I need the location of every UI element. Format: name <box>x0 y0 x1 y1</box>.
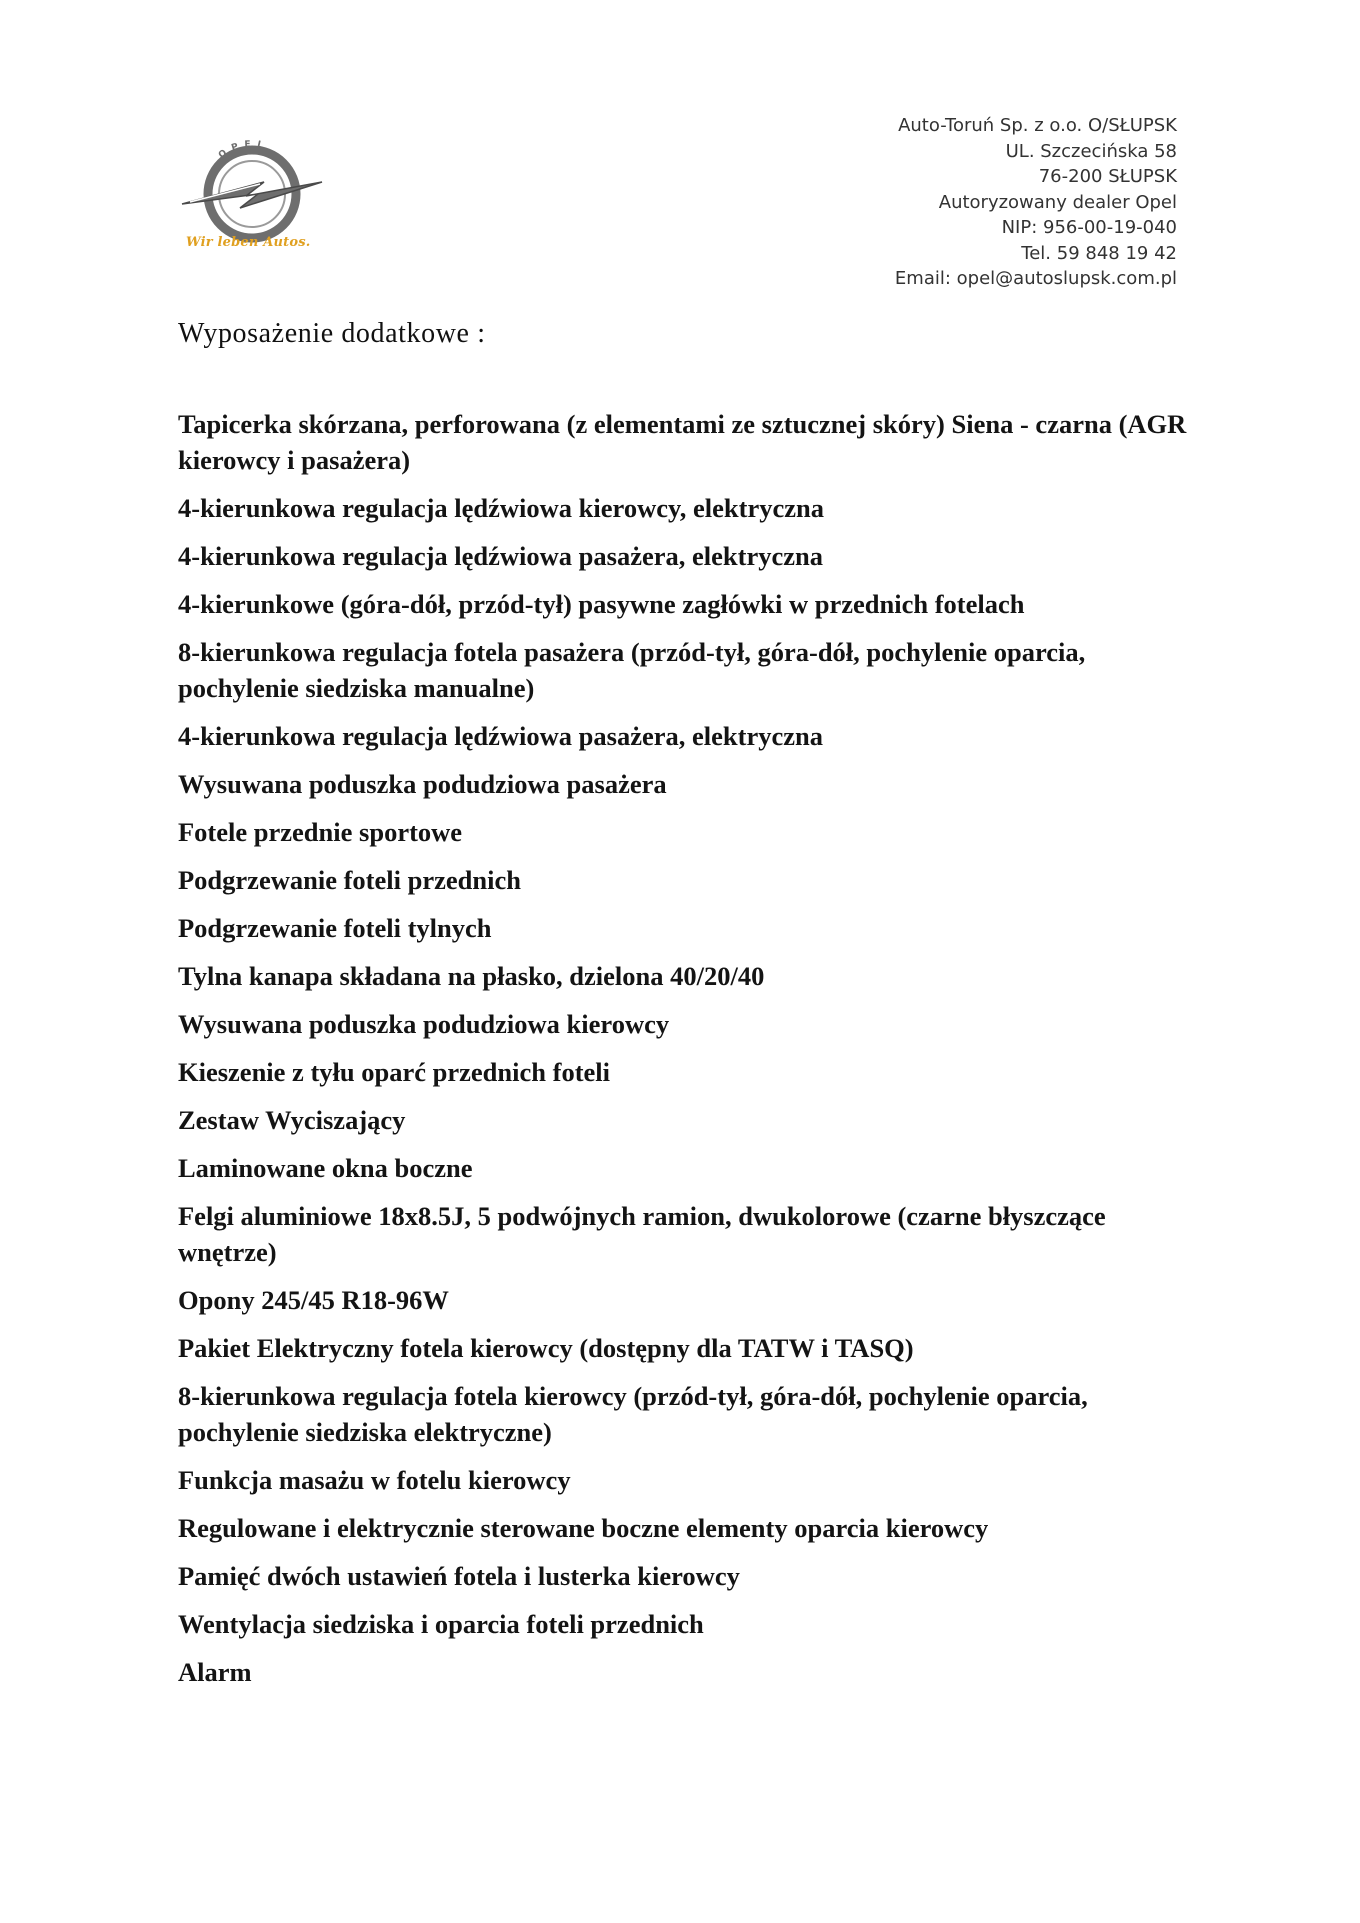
list-item: 4-kierunkowa regulacja lędźwiowa pasażera, elektryczna <box>178 721 823 751</box>
list-item: Wysuwana poduszka podudziowa kierowcy <box>178 1009 670 1039</box>
list-item: Zestaw Wyciszający <box>178 1105 406 1135</box>
company-city: 76-200 SŁUPSK <box>1038 166 1177 187</box>
list-item: Funkcja masażu w fotelu kierowcy <box>178 1465 571 1495</box>
list-item: 8-kierunkowa regulacja fotela kierowcy (przód-tył, góra-dół, pochylenie oparcia, pochylenie siedziska elektryczne) <box>178 1381 1088 1447</box>
company-street: UL. Szczecińska 58 <box>1005 140 1177 162</box>
list-item: Tylna kanapa składana na płasko, dzielona 40/20/40 <box>178 961 765 991</box>
list-item: Kieszenie z tyłu oparć przednich foteli <box>178 1057 611 1087</box>
list-item: Wysuwana poduszka podudziowa pasażera <box>178 769 667 799</box>
company-email: Email: opel@autoslupsk.com.pl <box>894 268 1177 289</box>
list-item: Opony 245/45 R18-96W <box>178 1285 449 1315</box>
list-item: Alarm <box>178 1657 252 1687</box>
list-item: Pamięć dwóch ustawień fotela i lusterka kierowcy <box>178 1561 740 1591</box>
list-item: Wentylacja siedziska i oparcia foteli przednich <box>178 1609 704 1639</box>
svg-text:OPEL <box>217 140 270 161</box>
company-name: Auto-Toruń Sp. z o.o. O/SŁUPSK <box>898 115 1177 136</box>
logo-tagline: Wir leben Autos. <box>186 235 311 250</box>
company-nip: NIP: 956-00-19-040 <box>1001 217 1177 238</box>
list-item: Felgi aluminiowe 18x8.5J, 5 podwójnych ramion, dwukolorowe (czarne błyszczące wnętrze) <box>178 1201 1106 1267</box>
company-dealer: Autoryzowany dealer Opel <box>938 191 1177 213</box>
logo-brand-word: OPEL <box>216 139 270 161</box>
list-item: Pakiet Elektryczny fotela kierowcy (dostępny dla TATW i TASQ) <box>178 1333 914 1363</box>
list-item: 4-kierunkowe (góra-dół, przód-tył) pasywne zagłówki w przednich fotelach <box>178 589 1025 619</box>
section-heading: Wyposażenie dodatkowe : <box>178 318 486 349</box>
list-item: Regulowane i elektrycznie sterowane boczne elementy oparcia kierowcy <box>178 1513 989 1543</box>
equipment-list <box>178 406 1188 1702</box>
list-item: 8-kierunkowa regulacja fotela pasażera (przód-tył, góra-dół, pochylenie oparcia, pochylenie siedziska manualne) <box>178 637 1086 703</box>
company-phone: Tel. 59 848 19 42 <box>1021 242 1177 264</box>
list-item: Fotele przednie sportowe <box>178 817 463 847</box>
list-item: 4-kierunkowa regulacja lędźwiowa kierowcy, elektryczna <box>178 493 824 523</box>
list-item: Tapicerka skórzana, perforowana (z elementami ze sztucznej skóry) Siena - czarna (AGR kierowcy i pasażera) <box>178 409 1187 475</box>
list-item: 4-kierunkowa regulacja lędźwiowa pasażera, elektryczna <box>178 541 823 571</box>
company-address <box>895 113 1177 292</box>
list-item: Podgrzewanie foteli przednich <box>178 865 521 895</box>
list-item: Laminowane okna boczne <box>178 1153 473 1183</box>
list-item: Podgrzewanie foteli tylnych <box>178 913 492 943</box>
